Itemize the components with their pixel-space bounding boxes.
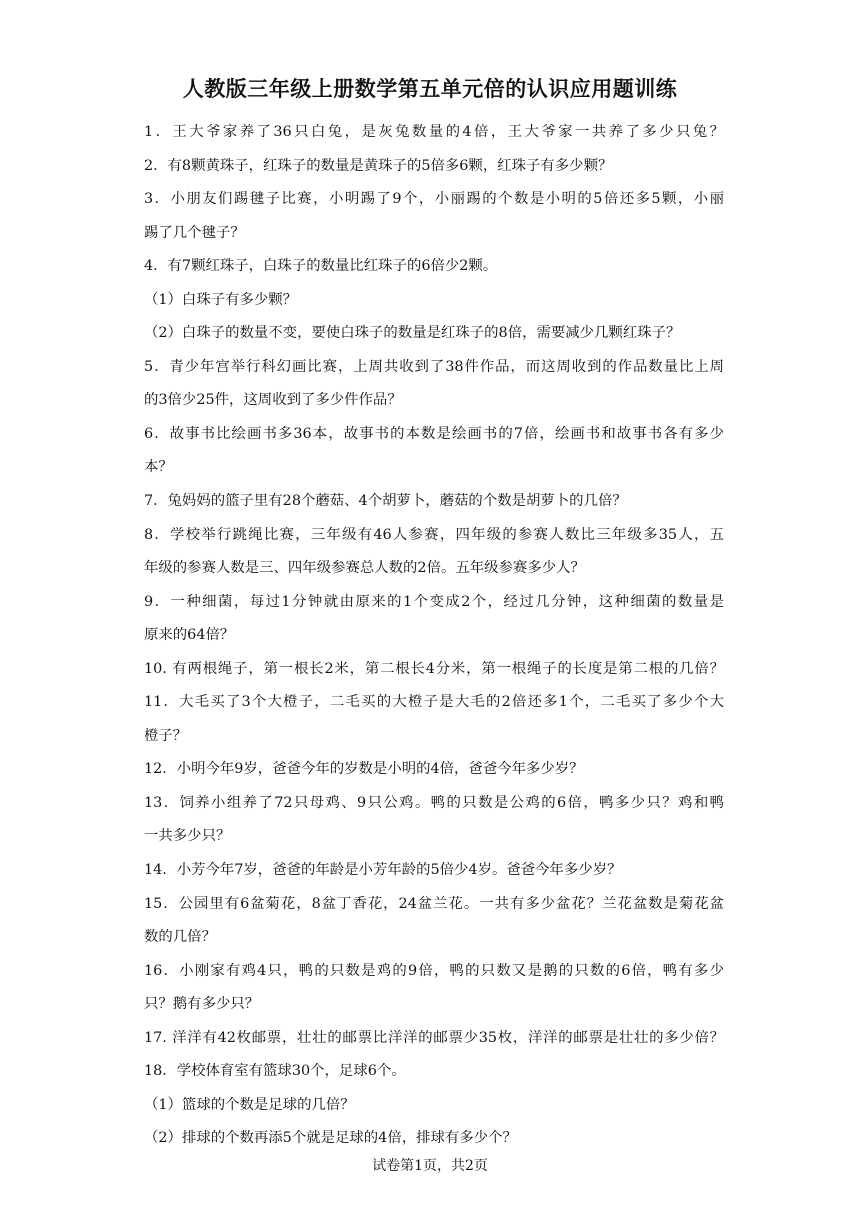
text-line: （1）白珠子有多少颗？ bbox=[144, 291, 298, 308]
text-line: 13．饲养小组养了72只母鸡、9只公鸡。鸭的只数是公鸡的6倍，鸭多少只？鸡和鸭 bbox=[144, 794, 724, 811]
page-title: 人教版三年级上册数学第五单元倍的认识应用题训练 bbox=[182, 76, 678, 101]
text-line: 12．小明今年9岁，爸爸今年的岁数是小明的4倍，爸爸今年多少岁？ bbox=[144, 761, 584, 778]
text-line: 18．学校体育室有篮球30个，足球6个。 bbox=[144, 1063, 406, 1080]
text-line: 10. 有两根绳子，第一根长2米，第二根长4分米，第一根绳子的长度是第二根的几倍？ bbox=[144, 660, 724, 677]
text-line: 1．王大爷家养了36只白兔，是灰兔数量的4倍，王大爷家一共养了多少只兔？ bbox=[144, 124, 724, 140]
text-line: 原来的64倍？ bbox=[144, 627, 235, 644]
text-line: （2）白珠子的数量不变，要使白珠子的数量是红珠子的8倍，需要减少几颗红珠子？ bbox=[144, 325, 681, 342]
text-line: 15．公园里有6盆菊花，8盆丁香花，24盆兰花。一共有多少盆花？兰花盆数是菊花盆 bbox=[144, 895, 724, 912]
text-line: （2）排球的个数再添5个就是足球的4倍，排球有多少个？ bbox=[144, 1130, 517, 1147]
text-line: 4．有7颗红珠子，白珠子的数量比红珠子的6倍少2颗。 bbox=[144, 258, 498, 275]
text-line: 3．小朋友们踢毽子比赛，小明踢了9个，小丽踢的个数是小明的5倍还多5颗，小丽 bbox=[144, 191, 724, 208]
text-line: 只？鹅有多少只？ bbox=[144, 996, 260, 1013]
text-line: 踢了几个毽子？ bbox=[144, 224, 245, 241]
text-line: 2．有8颗黄珠子，红珠子的数量是黄珠子的5倍多6颗，红珠子有多少颗？ bbox=[144, 157, 613, 174]
text-line: （1）篮球的个数是足球的几倍？ bbox=[144, 1096, 355, 1113]
text-line: 11．大毛买了3个大橙子，二毛买的大橙子是大毛的2倍还多1个，二毛买了多少个大 bbox=[144, 694, 724, 711]
text-line: 7．兔妈妈的篮子里有28个蘑菇、4个胡萝卜，蘑菇的个数是胡萝卜的几倍？ bbox=[144, 493, 627, 510]
question-list bbox=[144, 116, 724, 1156]
text-line: 的3倍少25件，这周收到了多少件作品？ bbox=[144, 392, 402, 409]
text-line: 17. 洋洋有42枚邮票，壮壮的邮票比洋洋的邮票少35枚，洋洋的邮票是壮壮的多少倍？ bbox=[144, 1029, 724, 1046]
text-line: 年级的参赛人数是三、四年级参赛总人数的2倍。五年级参赛多少人？ bbox=[144, 560, 585, 577]
text-line: 数的几倍？ bbox=[144, 929, 216, 946]
text-line: 橙子？ bbox=[144, 727, 188, 744]
text-line: 5．青少年宫举行科幻画比赛，上周共收到了38件作品，而这周收到的作品数量比上周 bbox=[144, 358, 724, 375]
text-line: 8．学校举行跳绳比赛，三年级有46人参赛，四年级的参赛人数比三年级多35人，五 bbox=[144, 526, 724, 543]
text-line: 14．小芳今年7岁，爸爸的年龄是小芳年龄的5倍少4岁。爸爸今年多少岁？ bbox=[144, 862, 622, 879]
text-line: 9．一种细菌，每过1分钟就由原来的1个变成2个，经过几分钟，这种细菌的数量是 bbox=[144, 593, 724, 610]
text-line: 本？ bbox=[144, 459, 173, 476]
text-line: 6．故事书比绘画书多36本，故事书的本数是绘画书的7倍，绘画书和故事书各有多少 bbox=[144, 425, 724, 442]
text-line: 一共多少只？ bbox=[144, 828, 231, 845]
page-footer: 试卷第1页，共2页 bbox=[372, 1158, 488, 1174]
text-line: 16．小刚家有鸡4只，鸭的只数是鸡的9倍，鸭的只数又是鹅的只数的6倍，鸭有多少 bbox=[144, 962, 724, 979]
